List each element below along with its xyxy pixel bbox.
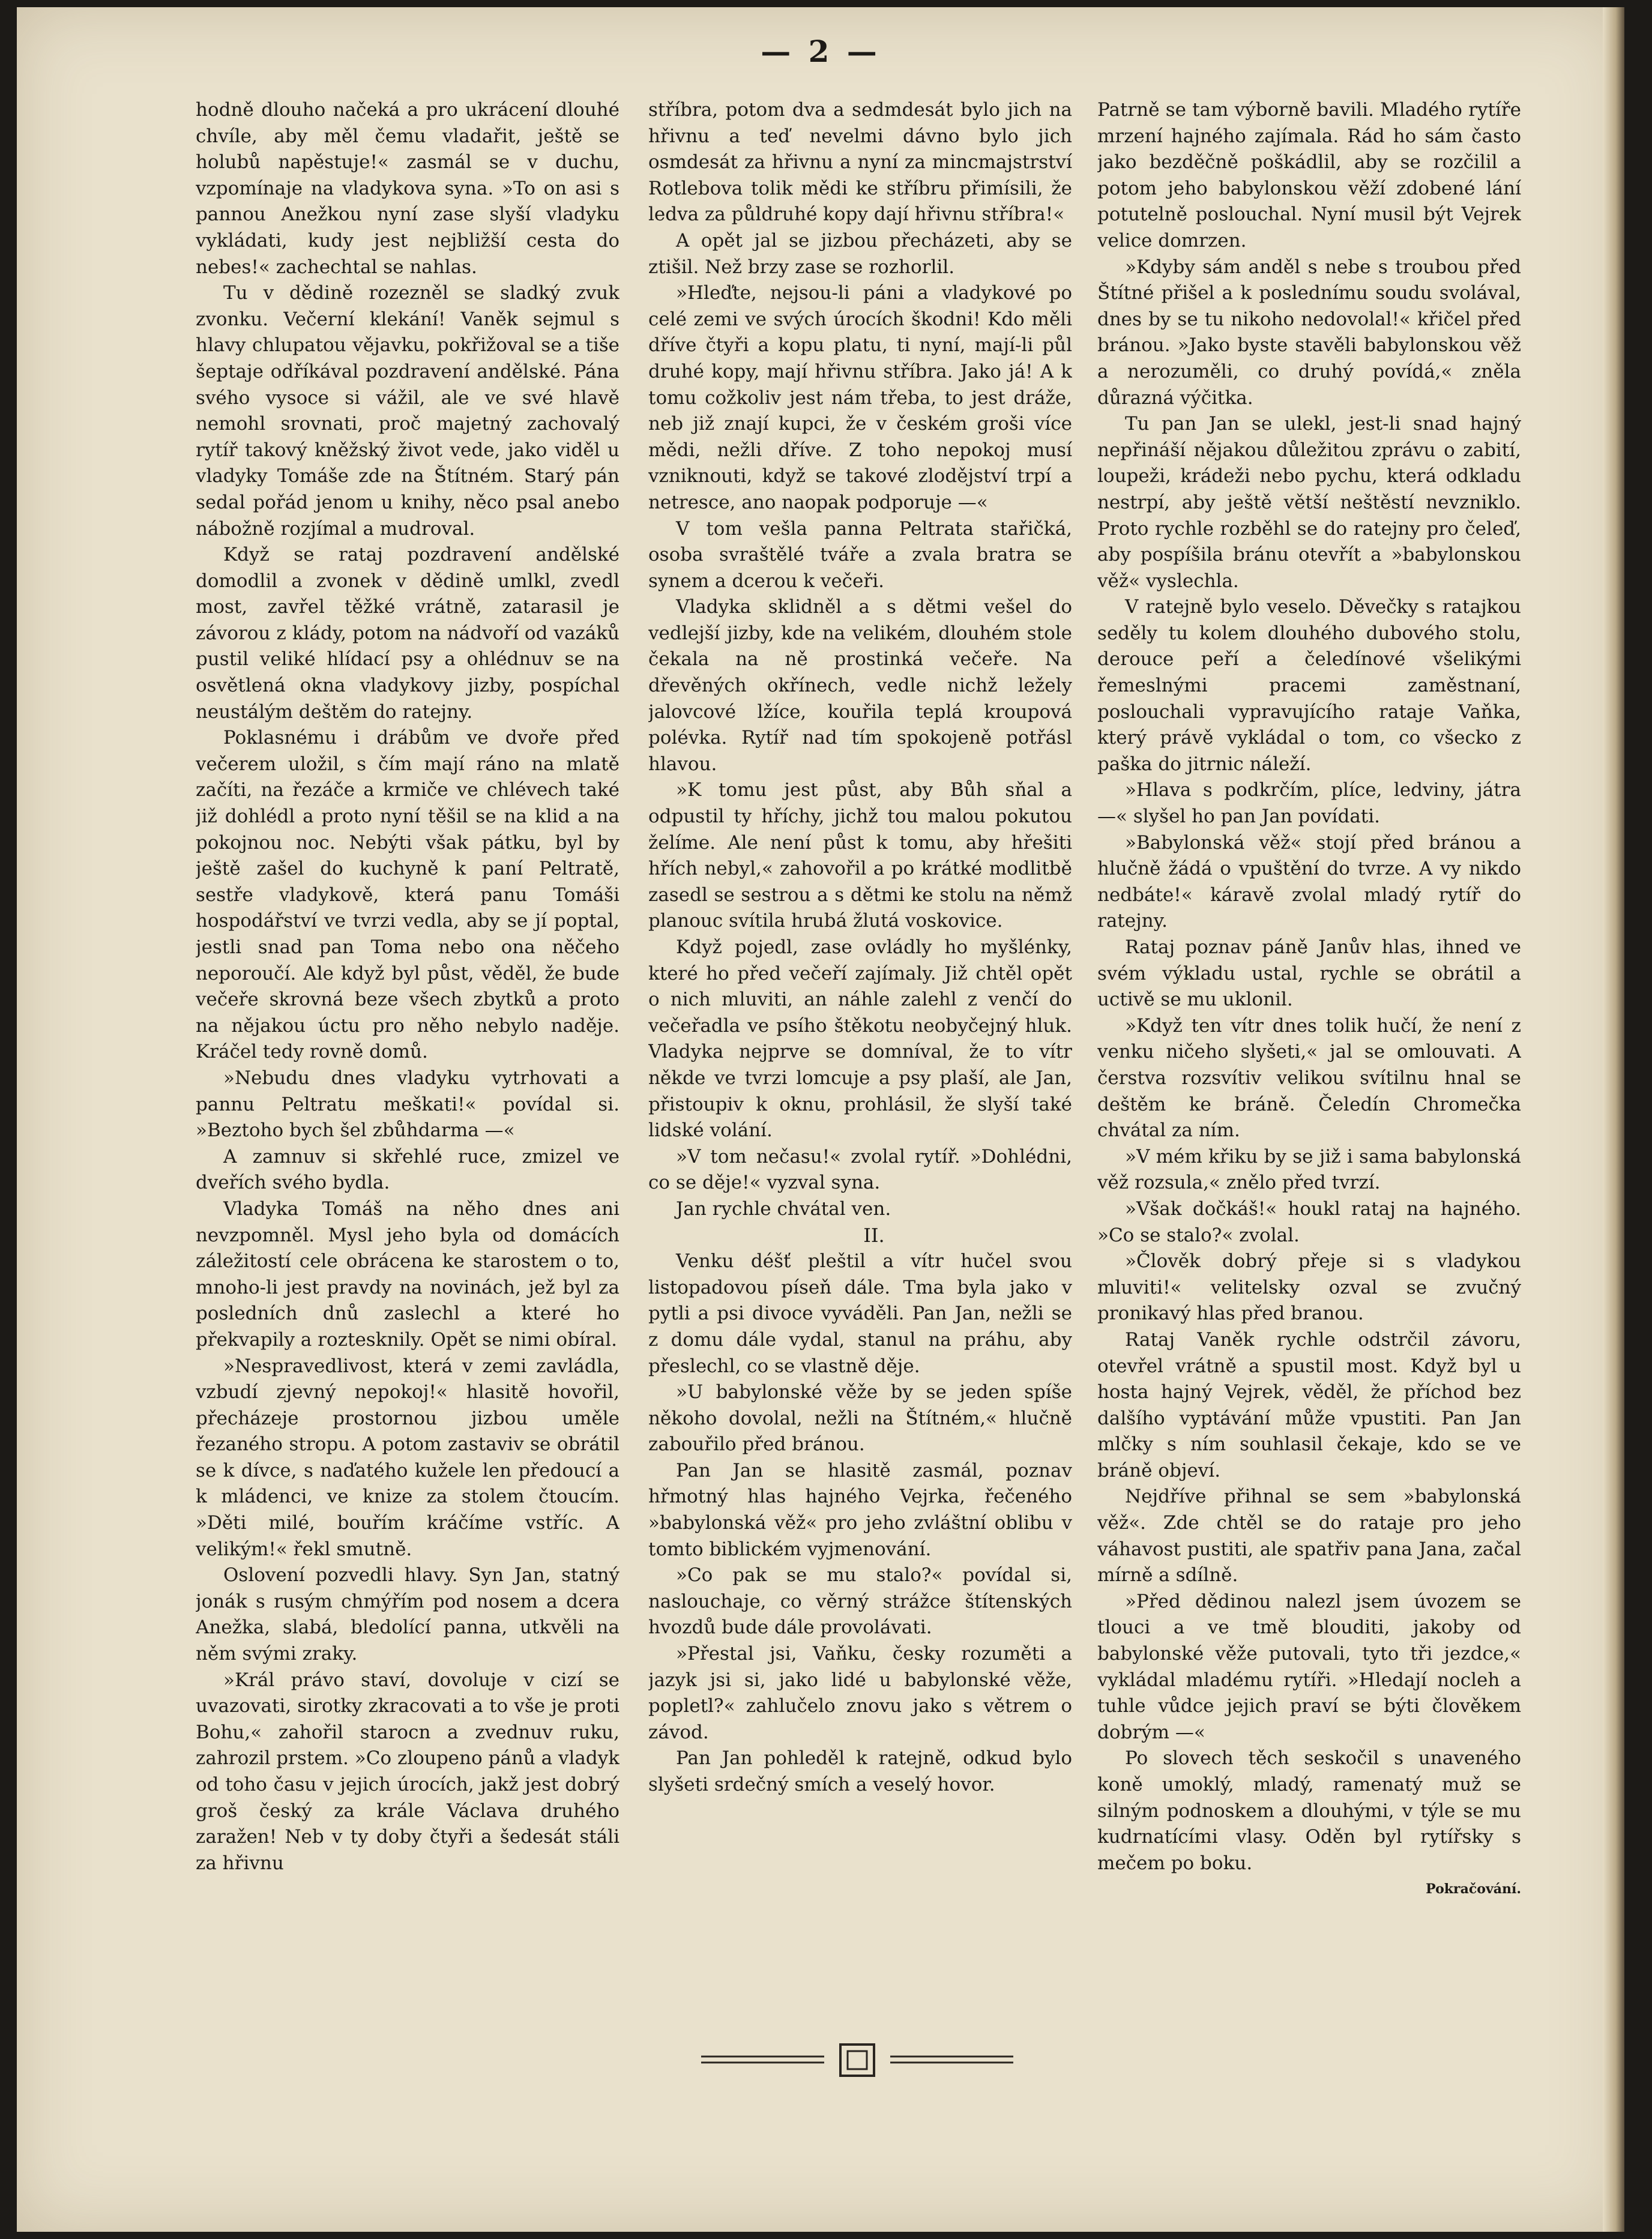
paragraph: Vladyka Tomáš na něho dnes ani nevzpomněl. Mysl jeho byla od domácích záležitostí cele obrácena ke starostem o to, mnoho-li jest pravdy na novinách, jež byl za posledních dnů zaslechl a které ho překvapily a roztesknily. Opět se nimi obíral. bbox=[196, 1198, 620, 1351]
paragraph: Venku déšť pleštil a vítr hučel svou listopadovou píseň dále. Tma byla jako v pytli a psi divoce vyváděli. Pan Jan, nežli se z domu dále vydal, stanul na práhu, aby přeslechl, co se vlastně děje. bbox=[648, 1250, 1072, 1377]
end-ornament bbox=[701, 2042, 1013, 2078]
paragraph: Oslovení pozvedli hlavy. Syn Jan, statný jonák s rusým chmýřím pod nosem a dcera Anežka, slabá, bledolící panna, utkvěli na něm svými zraky. bbox=[196, 1564, 620, 1665]
paragraph: Pan Jan pohleděl k ratejně, odkud bylo slyšeti srdečný smích a veselý hovor. bbox=[648, 1747, 1072, 1795]
paragraph: »Člověk dobrý přeje si s vladykou mluviti!« velitelsky ozval se zvučný pronikavý hlas před branou. bbox=[1097, 1250, 1521, 1325]
paragraph: Rataj poznav páně Janův hlas, ihned ve svém výkladu ustal, rychle se obrátil a uctivě se mu uklonil. bbox=[1097, 936, 1521, 1011]
paragraph: »Před dědinou nalezl jsem úvozem se tlouci a ve tmě blouditi, jakoby od babylonské věže putovali, tyto tři jezdce,« vykládal mladému rytíři. »Hledají nocleh a tuhle vůdce jejich praví se býti člověkem dobrým —« bbox=[1097, 1590, 1521, 1743]
continuation-note: Pokračování. bbox=[1426, 1881, 1521, 1897]
paragraph: »Kdyby sám anděl s nebe s troubou před Štítné přišel a k poslednímu soudu svolával, dnes by se tu nikoho nedovolal!« křičel před bránou. »Jako byste stavěli babylonskou věž a nerozuměli, co druhý povídá,« zněla důrazná výčitka. bbox=[1097, 256, 1521, 409]
paragraph: »K tomu jest půst, aby Bůh sňal a odpustil ty hříchy, jichž tou malou pokutou želíme. Ale není půst k tomu, aby hřešiti hřích nebyl,« zahovořil a po krátké modlitbě zasedl se sestrou a s dětmi ke stolu na němž planouc svítila hrubá žlutá voskovice. bbox=[648, 779, 1072, 932]
paragraph: A opět jal se jizbou přecházeti, aby se ztišil. Než brzy zase se rozhorlil. bbox=[648, 229, 1072, 278]
paragraph: »Nebudu dnes vladyku vytrhovati a pannu Peltratu meškati!« povídal si. »Beztoho bych šel zbůhdarma —« bbox=[196, 1067, 620, 1142]
paragraph: Rataj Vaněk rychle odstrčil závoru, otevřel vrátně a spustil most. Když byl u hosta hajný Vejrek, věděl, že příchod bez dalšího vyptávání může vpustiti. Pan Jan mlčky s ním souhlasil čekaje, kdo se ve bráně objeví. bbox=[1097, 1328, 1521, 1481]
paragraph: »Však dočkáš!« houkl rataj na hajného. »Co se stalo?« zvolal. bbox=[1097, 1198, 1521, 1246]
paragraph: »V mém křiku by se již i sama babylonská věž rozsula,« znělo před tvrzí. bbox=[1097, 1145, 1521, 1194]
paragraph: »Co pak se mu stalo?« povídal si, naslouchaje, co věrný strážce štítenských hvozdů bude dále provolávati. bbox=[648, 1564, 1072, 1639]
paragraph: »Babylonská věž« stojí před bránou a hlučně žádá o vpuštění do tvrze. A vy nikdo nedbáte!« káravě zvolal mladý rytíř do ratejny. bbox=[1097, 831, 1521, 932]
paragraph: hodně dlouho načeká a pro ukrácení dlouhé chvíle, aby měl čemu vladařit, ještě se holubů napěstuje!« zasmál se v duchu, vzpomínaje na vladykova syna. »To on asi s pannou Anežkou nyní zase slyší vladyku vykládati, kudy jest nejbližší cesta do nebes!« zachechtal se nahlas. bbox=[196, 99, 620, 278]
page-edge-shadow bbox=[1603, 7, 1624, 2232]
paragraph: Tu pan Jan se ulekl, jest-li snad hajný nepřináší nějakou důležitou zprávu o zabití, loupeži, krádeži nebo pychu, která odkladu nestrpí, aby ještě větší neštěstí nevzniklo. Proto rychle rozběhl se do ratejny pro čeleď, aby pospíšila bránu otevřít a »babylonskou věž« vyslechla. bbox=[1097, 413, 1521, 592]
paragraph: »V tom nečasu!« zvolal rytíř. »Dohlédni, co se děje!« vyzval syna. bbox=[648, 1145, 1072, 1194]
text-column-2 bbox=[648, 97, 1072, 2018]
newspaper-page bbox=[17, 7, 1624, 2232]
paragraph: »Nespravedlivost, která v zemi zavládla, vzbudí zjevný nepokoj!« hlasitě hovořil, přecházeje prostornou jizbou uměle řezaného stropu. A potom zastaviv se obrátil se k dívce, s naďatého kužele len předoucí a k mládenci, ve knize za stolem čtoucím. »Děti milé, bouřím kráčíme vstříc. A velikým!« řekl smutně. bbox=[196, 1355, 620, 1560]
paragraph: V ratejně bylo veselo. Děvečky s ratajkou seděly tu kolem dlouhého dubového stolu, derouce peří a čeledínové všelikými řemeslnými pracemi zaměstnaní, poslouchali vypravujícího rataje Vaňka, který právě vykládal o tom, co všecko z paška do jitrnic náleží. bbox=[1097, 596, 1521, 775]
paragraph: Nejdříve přihnal se sem »babylonská věž«. Zde chtěl se do rataje pro jeho váhavost pustiti, ale spatřiv pana Jana, začal mírně a sdílně. bbox=[1097, 1486, 1521, 1587]
paragraph: Jan rychle chvátal ven. bbox=[676, 1198, 891, 1220]
paragraph: »Král právo staví, dovoluje v cizí se uvazovati, sirotky zkracovati a to vše je proti Bohu,« zahořil starocn a zvednuv ruku, zahrozil prstem. »Co zloupeno pánů a vladyk od toho času v jejich úrocích, jakž jest dobrý groš český za krále Václava druhého zaražen! Neb v ty doby čtyři a šedesát stáli za hřivnu bbox=[196, 1669, 620, 1874]
paragraph: Vladyka sklidněl a s dětmi vešel do vedlejší jizby, kde na velikém, dlouhém stole čekala na ně prostinká večeře. Na dřevěných okřínech, vedle nichž ležely jalovcové lžíce, kouřila teplá kroupová polévka. Rytíř nad tím spokojeně potřásl hlavou. bbox=[648, 596, 1072, 775]
page-number: — 2 — bbox=[761, 34, 881, 69]
paragraph: stříbra, potom dva a sedmdesát bylo jich na hřivnu a teď nevelmi dávno bylo jich osmdesát za hřivnu a nyní za mincmajstrství Rotlebova tolik mědi ke stříbru přimísili, že ledva za půldruhé kopy dají hřivnu stříbra!« bbox=[648, 99, 1072, 226]
paragraph: »Hleďte, nejsou-li páni a vladykové po celé zemi ve svých úrocích škodni! Kdo měli dříve čtyři a kopu platu, ti nyní, mají-li půl druhé kopy, mají hřivnu stříbra. Jako já! A k tomu cožkoliv jest nám třeba, to jest dráže, neb již znají kupci, že v českém groši více mědi, nežli dříve. Z toho nepokoj musí vzniknouti, když se takové zlodějství trpí a netresce, ano naopak podporuje —« bbox=[648, 282, 1072, 513]
section-heading: II. bbox=[863, 1223, 885, 1247]
paragraph: Když se rataj pozdravení andělské domodlil a zvonek v dědině umlkl, zvedl most, zavřel těžké vrátně, zatarasil je závorou z klády, potom na nádvoří od vazáků pustil veliké hlídací psy a ohlédnuv se na osvětlená okna vladykovy jizby, pospíchal neustálým deštěm do ratejny. bbox=[196, 544, 620, 723]
paragraph: Poklasnému i drábům ve dvoře před večerem uložil, s čím mají ráno na mlatě začíti, na řezáče a krmiče ve chlévech také již dohlédl a proto nyní těšil se na klid a na pokojnou noc. Nebýti však pátku, byl by ještě zašel do kuchyně k paní Peltratě, sestře vladykově, která panu Tomáši hospodářství ve tvrzi vedla, aby se jí poptal, jestli snad pan Toma nebo ona něčeho neporoučí. Ale když byl půst, věděl, že bude večeře skrovná beze všech zbytků a proto na nějakou úctu pro něho nebylo naděje. Kráčel tedy rovně domů. bbox=[196, 727, 620, 1063]
text-column-3 bbox=[1097, 97, 1521, 2018]
paragraph: Patrně se tam výborně bavili. Mladého rytíře mrzení hajného zajímala. Rád ho sám často jako bezděčně poškádlil, aby se rozčilil a potom jeho babylonskou věží zdobené lání potutelně poslouchal. Nyní musil být Vejrek velice domrzen. bbox=[1097, 99, 1521, 252]
paragraph: Po slovech těch seskočil s unaveného koně umoklý, mladý, ramenatý muž se silným podnoskem a dlouhými, v týle se mu kudrnatícími vlasy. Oděn byl rytířsky s mečem po boku. bbox=[1097, 1747, 1521, 1874]
paragraph: »Přestal jsi, Vaňku, česky rozuměti a jazyk jsi si, jako lidé u babylonské věže, popletl?« zahlučelo znovu jako s větrem o závod. bbox=[648, 1643, 1072, 1743]
paragraph: Když pojedl, zase ovládly ho myšlénky, které ho před večeří zajímaly. Již chtěl opět o nich mluviti, an náhle zalehl z venčí do večeřadla ve psího štěkotu neobyčejný hluk. Vladyka nejprve se domníval, že to vítr někde ve tvrzi lomcuje a psy plaší, ale Jan, přistoupiv k oknu, prohlásil, že slyší také lidské volání. bbox=[648, 936, 1072, 1142]
paragraph: Pan Jan se hlasitě zasmál, poznav hřmotný hlas hajného Vejrka, řečeného »babylonská věž« pro jeho zvláštní oblibu v tomto biblickém vyjmenování. bbox=[648, 1459, 1072, 1560]
paragraph: V tom vešla panna Peltrata stařičká, osoba svraštělé tváře a zvala bratra se synem a dcerou k večeři. bbox=[648, 517, 1072, 592]
paragraph: »Hlava s podkrčím, plíce, ledviny, játra —« slyšel ho pan Jan povídati. bbox=[1097, 779, 1521, 828]
text-column-1 bbox=[196, 97, 620, 2018]
paragraph: A zamnuv si skřehlé ruce, zmizel ve dveřích svého bydla. bbox=[196, 1145, 620, 1194]
paragraph: »Když ten vítr dnes tolik hučí, že není z venku ničeho slyšeti,« jal se omlouvati. A čerstva rozsvítiv velikou svítilnu hnal se deštěm ke bráně. Čeledín Chromečka chvátal za ním. bbox=[1097, 1014, 1521, 1142]
paragraph: »U babylonské věže by se jeden spíše někoho dovolal, nežli na Štítném,« hlučně zabouřilo před bránou. bbox=[648, 1381, 1072, 1456]
paragraph: Tu v dědině rozezněl se sladký zvuk zvonku. Večerní klekání! Vaněk sejmul s hlavy chlupatou vějavku, pokřižoval se a tiše šeptaje odříkával pozdravení andělské. Pána svého vysoce si vážil, ale ve své hlavě nemohl srovnati, proč majetný zachovalý rytíř takový kněžský život vede, jako viděl u vladyky Tomáše zde na Štítném. Starý pán sedal pořád jenom u knihy, něco psal anebo nábožně rozjímal a mudroval. bbox=[196, 282, 620, 540]
